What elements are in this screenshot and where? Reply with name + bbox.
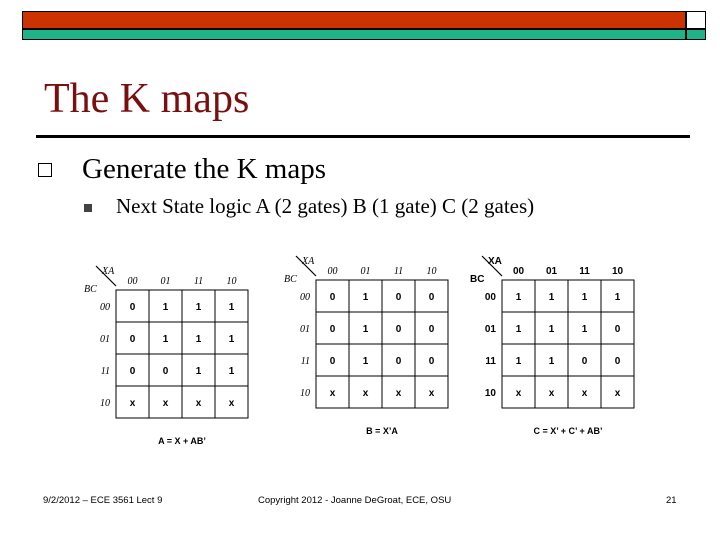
kmap-equation: A = X + AB’ <box>158 436 206 446</box>
kmap-cell-value: 0 <box>162 366 169 377</box>
kmap-row-header: 10 <box>484 388 496 399</box>
header-bar-green <box>22 29 686 40</box>
kmap-cell-value: 1 <box>162 302 169 313</box>
kmap-row-header: 01 <box>484 324 496 335</box>
kmap-cell-value: x <box>195 398 202 409</box>
kmap-col-var-label: XA <box>102 266 115 277</box>
kmap-cell-value: 0 <box>428 324 435 335</box>
kmap-b-svg <box>284 252 454 442</box>
kmap-cell-value: 1 <box>362 356 369 367</box>
kmap-cell-value: 1 <box>548 292 555 303</box>
kmap-cell-value: 1 <box>195 302 202 313</box>
footer-date-lecture: 9/2/2012 – ECE 3561 Lect 9 <box>43 495 163 506</box>
kmap-row-header: 01 <box>300 324 310 335</box>
kmap-row-header: 10 <box>100 398 110 409</box>
kmap-cell-value: 0 <box>428 292 435 303</box>
kmap-cell-value: 1 <box>515 292 522 303</box>
footer-page-number: 21 <box>666 495 677 506</box>
kmap-cell-value: x <box>162 398 169 409</box>
kmap-cell-value: x <box>362 388 369 399</box>
kmap-col-header: 10 <box>426 266 437 277</box>
kmap-cell-value: 1 <box>362 324 369 335</box>
kmap-cell-value: 1 <box>548 356 555 367</box>
kmap-equation: C = X’ + C’ + AB’ <box>533 426 603 436</box>
kmap-col-header: 01 <box>360 266 371 277</box>
kmap-cell-value: 0 <box>129 366 136 377</box>
kmap-row-header: 10 <box>300 388 310 399</box>
kmap-cell-value: 0 <box>614 356 621 367</box>
kmap-row-header: 11 <box>300 356 310 367</box>
footer-copyright: Copyright 2012 - Joanne DeGroat, ECE, OSU <box>258 495 452 506</box>
header-box-bottom <box>686 29 706 40</box>
kmap-cell-value: x <box>395 388 402 399</box>
kmap-c-svg <box>470 252 640 442</box>
kmap-cell-value: x <box>228 398 235 409</box>
kmap-cell-value: 1 <box>581 292 588 303</box>
kmap-row-header: 00 <box>100 302 110 313</box>
bullet-main-text: Generate the K maps <box>82 153 326 185</box>
kmap-c <box>470 252 640 442</box>
kmap-cell-value: 0 <box>428 356 435 367</box>
kmap-cell-value: 1 <box>228 366 235 377</box>
kmap-row-var-label: BC <box>284 274 297 285</box>
kmap-cell-value: 0 <box>329 292 336 303</box>
kmap-col-header: 00 <box>512 266 525 277</box>
kmap-cell-value: 1 <box>581 324 588 335</box>
kmap-cell-value: 0 <box>581 356 588 367</box>
kmap-col-header: 11 <box>393 266 404 277</box>
title-divider <box>36 135 690 138</box>
kmap-col-header: 11 <box>193 276 204 287</box>
kmap-cell-value: x <box>329 388 336 399</box>
kmap-col-var-label: XA <box>488 256 502 267</box>
kmap-a <box>84 262 254 452</box>
kmap-col-header: 00 <box>327 266 338 277</box>
kmap-b <box>284 252 454 442</box>
kmap-cell-value: 1 <box>614 292 621 303</box>
kmap-row-var-label: BC <box>470 274 485 285</box>
kmap-cell-value: 1 <box>362 292 369 303</box>
bullet-sub-text: Next State logic A (2 gates) B (1 gate) C (2 gates) <box>116 194 535 218</box>
kmap-col-header: 01 <box>545 266 558 277</box>
kmap-cell-value: x <box>548 388 555 399</box>
kmap-cell-value: x <box>614 388 621 399</box>
kmap-cell-value: x <box>515 388 522 399</box>
kmap-row-header: 11 <box>100 366 110 377</box>
hollow-square-bullet-icon <box>38 163 52 177</box>
kmap-cell-value: 1 <box>228 302 235 313</box>
kmap-cell-value: 0 <box>395 324 402 335</box>
kmap-cell-value: x <box>428 388 435 399</box>
kmap-cell-value: 1 <box>162 334 169 345</box>
kmap-col-header: 00 <box>127 276 138 287</box>
kmap-cell-value: x <box>581 388 588 399</box>
kmap-col-header: 10 <box>226 276 237 287</box>
kmap-col-var-label: XA <box>302 256 315 267</box>
header-box-top <box>686 11 706 29</box>
kmap-cell-value: 1 <box>195 334 202 345</box>
kmap-cell-value: 1 <box>228 334 235 345</box>
kmap-cell-value: 0 <box>395 356 402 367</box>
kmap-cell-value: 1 <box>548 324 555 335</box>
kmap-cell-value: 0 <box>329 356 336 367</box>
kmap-cell-value: 1 <box>195 366 202 377</box>
kmap-equation: B = X’A <box>366 426 398 436</box>
kmap-col-header: 10 <box>611 266 624 277</box>
kmap-col-header: 01 <box>160 276 171 287</box>
kmap-row-var-label: BC <box>84 284 97 295</box>
kmap-cell-value: 0 <box>129 334 136 345</box>
kmap-row-header: 11 <box>485 356 496 367</box>
kmap-col-header: 11 <box>579 266 590 277</box>
kmap-cell-value: 1 <box>515 356 522 367</box>
slide-title: The K maps <box>44 76 250 122</box>
header-bar-red <box>22 11 686 29</box>
kmap-cell-value: 1 <box>515 324 522 335</box>
kmap-row-header: 00 <box>300 292 310 303</box>
kmap-cell-value: 0 <box>129 302 136 313</box>
kmap-cell-value: x <box>129 398 136 409</box>
kmap-cell-value: 0 <box>329 324 336 335</box>
kmap-cell-value: 0 <box>614 324 621 335</box>
filled-square-bullet-icon <box>84 204 92 212</box>
kmap-row-header: 00 <box>484 292 496 303</box>
kmap-a-svg <box>84 262 254 452</box>
kmap-row-header: 01 <box>100 334 110 345</box>
kmap-cell-value: 0 <box>395 292 402 303</box>
